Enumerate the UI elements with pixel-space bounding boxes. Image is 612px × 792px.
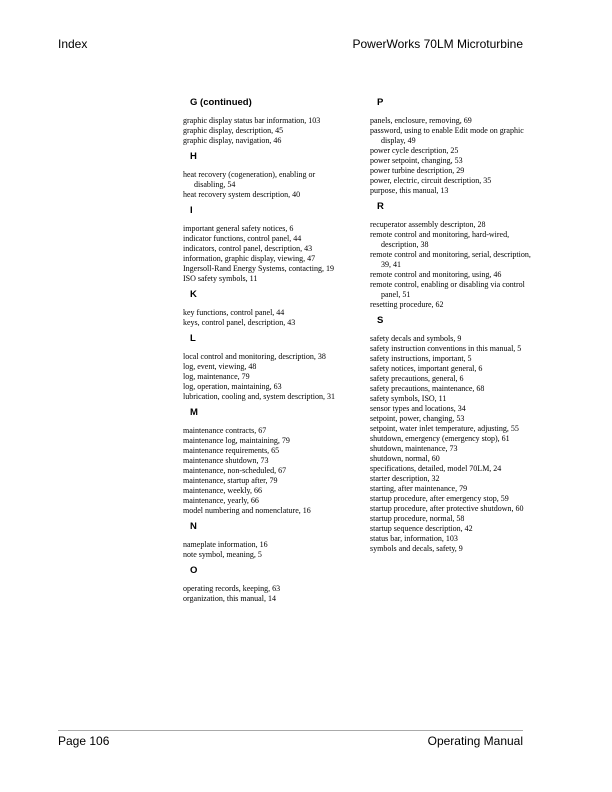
index-entry: setpoint, water inlet temperature, adjusting, 55 (370, 424, 519, 433)
index-entry: maintenance contracts, 67 (183, 426, 267, 435)
index-entry: starting, after maintenance, 79 (370, 484, 468, 493)
index-letter-heading: N (190, 521, 197, 532)
index-entry: startup sequence description, 42 (370, 524, 473, 533)
index-entry: heat recovery system description, 40 (183, 190, 301, 199)
index-entry: operating records, keeping, 63 (183, 584, 281, 593)
index-entry: starter description, 32 (370, 474, 440, 483)
index-entry: remote control and monitoring, using, 46 (370, 270, 502, 279)
index-entry: model numbering and nomenclature, 16 (183, 506, 311, 515)
index-letter-heading: G (continued) (190, 97, 252, 108)
index-entry: graphic display status bar information, 103 (183, 116, 321, 125)
index-letter-heading: P (377, 97, 384, 108)
index-entry: maintenance, yearly, 66 (183, 496, 259, 505)
index-letter-heading: O (190, 565, 198, 576)
index-entry: startup procedure, after protective shutdown, 60 (370, 504, 524, 513)
index-entry: safety instructions, important, 5 (370, 354, 472, 363)
index-entry: log, maintenance, 79 (183, 372, 250, 381)
index-letter-heading: L (190, 333, 196, 344)
index-column-right (370, 97, 535, 554)
index-entry: indicator functions, control panel, 44 (183, 234, 302, 243)
index-entry: keys, control panel, description, 43 (183, 318, 296, 327)
index-entry: power turbine description, 29 (370, 166, 465, 175)
index-entry: shutdown, maintenance, 73 (370, 444, 458, 453)
index-entry: setpoint, power, changing, 53 (370, 414, 465, 423)
index-entry: indicators, control panel, description, 43 (183, 244, 313, 253)
index-entry: important general safety notices, 6 (183, 224, 294, 233)
index-entry: maintenance, weekly, 66 (183, 486, 263, 495)
index-entry: power, electric, circuit description, 35 (370, 176, 492, 185)
index-entry: recuperator assembly descripton, 28 (370, 220, 486, 229)
index-entry: nameplate information, 16 (183, 540, 268, 549)
index-letter-heading: S (377, 315, 384, 326)
index-column-left (183, 97, 348, 604)
index-entry: graphic display, navigation, 46 (183, 136, 282, 145)
index-entry: purpose, this manual, 13 (370, 186, 449, 195)
index-entry: information, graphic display, viewing, 47 (183, 254, 316, 263)
index-entry: log, operation, maintaining, 63 (183, 382, 282, 391)
index-letter-heading: M (190, 407, 198, 418)
index-entry: lubrication, cooling and, system description, 31 (183, 392, 335, 401)
index-entry: shutdown, normal, 60 (370, 454, 440, 463)
index-entry: maintenance shutdown, 73 (183, 456, 269, 465)
index-entry: graphic display, description, 45 (183, 126, 284, 135)
index-letter-heading: H (190, 151, 197, 162)
index-entry: local control and monitoring, description, 38 (183, 352, 326, 361)
index-entry: panels, enclosure, removing, 69 (370, 116, 472, 125)
index-entry: log, event, viewing, 48 (183, 362, 257, 371)
index-entry: remote control and monitoring, hard-wired, description, 38 (370, 230, 510, 249)
index-entry: remote control, enabling or disabling via control panel, 51 (370, 280, 525, 299)
index-entry: key functions, control panel, 44 (183, 308, 285, 317)
index-entry: safety symbols, ISO, 11 (370, 394, 447, 403)
index-entry: maintenance requirements, 65 (183, 446, 280, 455)
index-entry: sensor types and locations, 34 (370, 404, 466, 413)
index-entry: startup procedure, normal, 58 (370, 514, 465, 523)
index-entry: resetting procedure, 62 (370, 300, 444, 309)
index-entry: maintenance, startup after, 79 (183, 476, 278, 485)
index-entry: maintenance log, maintaining, 79 (183, 436, 290, 445)
footer-divider (58, 730, 523, 731)
index-entry: status bar, information, 103 (370, 534, 458, 543)
index-entry: safety precautions, maintenance, 68 (370, 384, 485, 393)
index-entry: symbols and decals, safety, 9 (370, 544, 463, 553)
index-entry: specifications, detailed, model 70LM, 24 (370, 464, 502, 473)
index-entry: remote control and monitoring, serial, description, 39, 41 (370, 250, 531, 269)
index-entry: safety decals and symbols, 9 (370, 334, 462, 343)
index-letter-heading: K (190, 289, 197, 300)
header-document-title: PowerWorks 70LM Microturbine (352, 37, 523, 51)
index-entry: password, using to enable Edit mode on graphic display, 49 (370, 126, 524, 145)
index-entry: safety notices, important general, 6 (370, 364, 483, 373)
index-entry: organization, this manual, 14 (183, 594, 276, 603)
footer-page-number: Page 106 (58, 734, 110, 748)
index-letter-heading: R (377, 201, 384, 212)
index-entry: maintenance, non-scheduled, 67 (183, 466, 287, 475)
index-entry: note symbol, meaning, 5 (183, 550, 262, 559)
index-entry: Ingersoll-Rand Energy Systems, contacting, 19 (183, 264, 334, 273)
footer-manual-title: Operating Manual (427, 734, 523, 748)
index-entry: ISO safety symbols, 11 (183, 274, 258, 283)
index-letter-heading: I (190, 205, 193, 216)
index-entry: heat recovery (cogeneration), enabling or disabling, 54 (183, 170, 316, 189)
index-entry: startup procedure, after emergency stop, 59 (370, 494, 509, 503)
index-entry: safety instruction conventions in this manual, 5 (370, 344, 522, 353)
index-entry: power setpoint, changing, 53 (370, 156, 463, 165)
header-section-title: Index (58, 37, 88, 51)
index-entry: shutdown, emergency (emergency stop), 61 (370, 434, 510, 443)
index-entry: power cycle description, 25 (370, 146, 459, 155)
index-entry: safety precautions, general, 6 (370, 374, 464, 383)
